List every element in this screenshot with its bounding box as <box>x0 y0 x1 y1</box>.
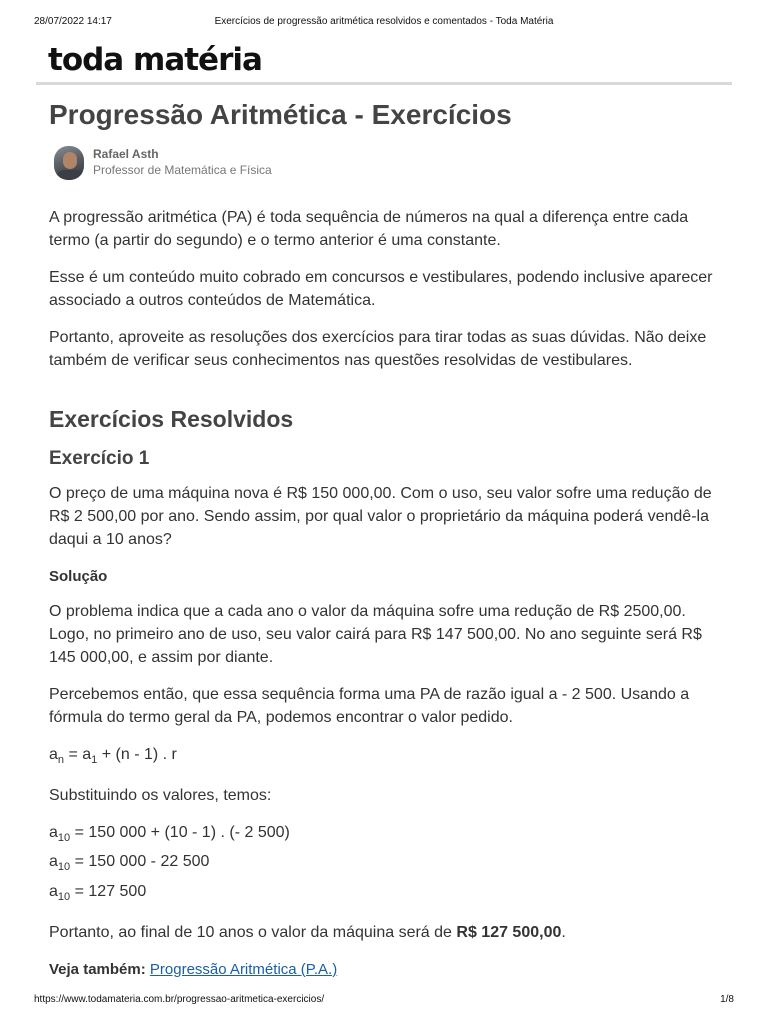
calc-line-3 <box>49 880 729 909</box>
formula-eq: = a <box>64 746 92 763</box>
conclusion-value: R$ 127 500,00 <box>456 923 562 941</box>
calc-line-1 <box>49 821 729 850</box>
author-role: Professor de Matemática e Física <box>93 163 272 177</box>
calc-subscript: 10 <box>57 890 71 903</box>
conclusion-text: Portanto, ao final de 10 anos o valor da máquina será de <box>49 923 457 941</box>
print-page-title: Exercícios de progressão aritmética resolvidos e comentados - Toda Matéria <box>214 16 554 27</box>
avatar-shirt <box>56 170 84 180</box>
exercise-statement: O preço de uma máquina nova é R$ 150 000,00. Com o uso, seu valor sofre uma redução de R$ 2 500,00 por ano. Sendo assim, por qual valor o proprietário da máquina poderá vendê-la daqui a 10 anos? <box>49 485 712 548</box>
formula-n-subscript: n <box>57 754 65 767</box>
conclusion <box>49 921 729 944</box>
solution-paragraph-1: O problema indica que a cada ano o valor da máquina sofre uma redução de R$ 2500,00. Logo, no primeiro ano de uso, seu valor cairá para R$ 147 500,00. No ano seguinte será R$ 145 000,00, e assim por diante. <box>49 603 702 666</box>
substituting-text: Substituindo os valores, temos: <box>49 787 272 805</box>
calc-line-2 <box>49 850 729 879</box>
calculation-steps <box>49 821 729 909</box>
formula-1-subscript: 1 <box>91 754 98 767</box>
calc-expression: = 150 000 + (10 - 1) . (- 2 500) <box>70 824 290 842</box>
exercise-title: Exercício 1 <box>49 448 150 469</box>
avatar-face <box>63 152 77 169</box>
site-logo[interactable]: toda matéria <box>48 42 262 78</box>
see-also-label: Veja também: <box>49 960 146 978</box>
see-also <box>49 958 729 981</box>
calc-a: a <box>49 824 58 842</box>
calc-subscript: 10 <box>57 832 71 845</box>
print-date: 28/07/2022 14:17 <box>34 16 112 27</box>
calc-expression: = 150 000 - 22 500 <box>70 853 210 871</box>
intro-paragraph-1: A progressão aritmética (PA) é toda sequência de números na qual a diferença entre cada termo (a partir do segundo) e o termo anterior é uma constante. <box>49 209 689 249</box>
article-title: Progressão Aritmética - Exercícios <box>49 99 512 130</box>
calc-a: a <box>49 882 58 900</box>
print-header <box>34 16 734 30</box>
header-divider <box>36 82 732 85</box>
calc-expression: = 127 500 <box>70 882 147 900</box>
section-title: Exercícios Resolvidos <box>49 406 294 432</box>
author-block <box>49 146 729 186</box>
intro-paragraph-2: Esse é um conteúdo muito cobrado em concursos e vestibulares, podendo inclusive aparecer associado a outros conteúdos de Matemática. <box>49 269 713 309</box>
see-also-link[interactable]: Progressão Aritmética (P.A.) <box>149 960 338 978</box>
solution-paragraph-2: Percebemos então, que essa sequência forma uma PA de razão igual a - 2 500. Usando a fórmula do termo geral da PA, podemos encontrar o valor pedido. <box>49 686 690 726</box>
author-avatar[interactable] <box>54 146 84 180</box>
calc-a: a <box>49 853 58 871</box>
intro-paragraph-3: Portanto, aproveite as resoluções dos exercícios para tirar todas as suas dúvidas. Não deixe também de verificar seus conhecimentos nas questões resolvidas de vestibulares. <box>49 329 707 369</box>
general-term-formula <box>49 743 729 772</box>
author-name[interactable]: Rafael Asth <box>93 147 159 161</box>
print-footer <box>34 994 734 1008</box>
formula-rest: + (n - 1) . r <box>97 746 177 763</box>
calc-subscript: 10 <box>57 861 71 874</box>
print-page-number: 1/8 <box>720 994 734 1005</box>
print-url: https://www.todamateria.com.br/progressao-aritmetica-exercicios/ <box>34 994 325 1005</box>
solution-label: Solução <box>49 568 108 585</box>
formula-a: a <box>49 746 58 763</box>
article <box>49 96 729 981</box>
conclusion-suffix: . <box>561 923 566 941</box>
